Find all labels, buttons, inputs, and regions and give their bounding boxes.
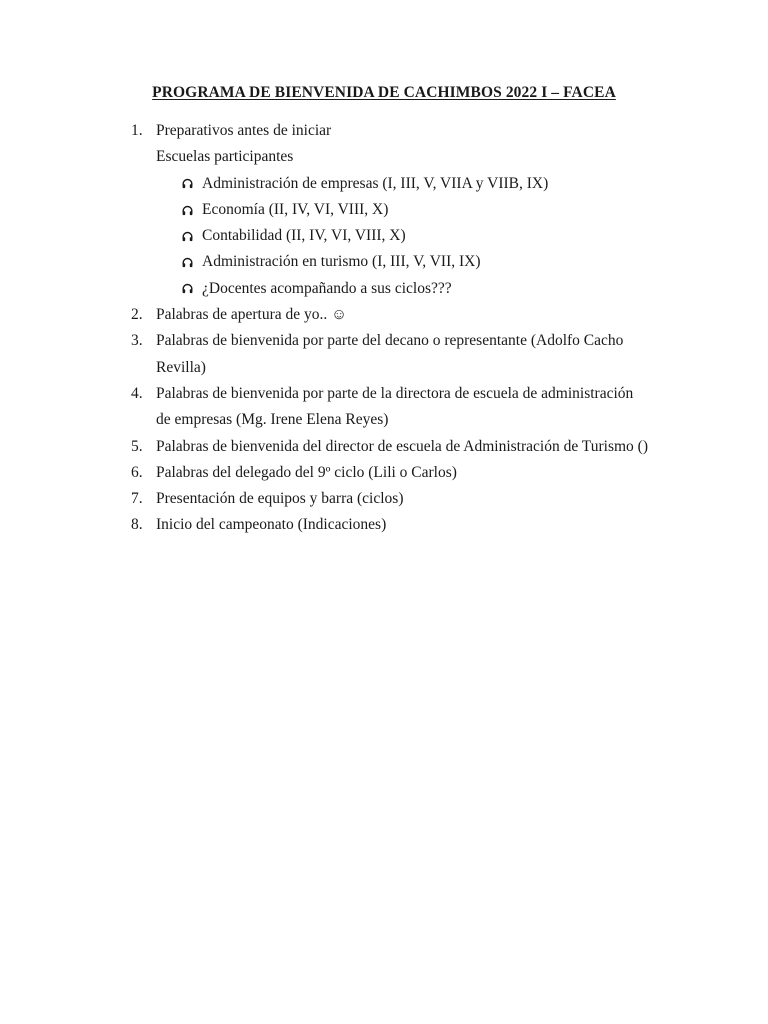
subheading: Escuelas participantes xyxy=(156,148,294,166)
item-text: Palabras de apertura de yo.. ☺ xyxy=(156,306,347,324)
headphones-icon xyxy=(182,283,202,294)
item-text: Presentación de equipos y barra (ciclos) xyxy=(156,490,404,508)
list-item xyxy=(131,486,651,512)
item-number: 1. xyxy=(131,122,143,139)
headphones-icon xyxy=(182,231,202,242)
item-number: 2. xyxy=(131,306,143,324)
list-item xyxy=(131,381,651,434)
schools-list xyxy=(131,171,651,302)
program-list xyxy=(131,118,651,539)
item-text: Palabras de bienvenida del director de escuela de Administración de Turismo () xyxy=(156,437,648,455)
item-text: Palabras de bienvenida por parte del decano o representante (Adolfo Cacho Revilla) xyxy=(156,332,624,376)
headphones-icon xyxy=(182,257,202,268)
item-text: Palabras del delegado del 9º ciclo (Lili o Carlos) xyxy=(156,463,457,481)
bullet-text: Administración en turismo (I, III, V, VII, IX) xyxy=(202,253,481,271)
bullet-text: Administración de empresas (I, III, V, VIIA y VIIB, IX) xyxy=(202,174,549,192)
item-number: 6. xyxy=(131,463,143,481)
item-number: 7. xyxy=(131,490,143,508)
bullet-item xyxy=(182,171,651,197)
list-item xyxy=(131,434,651,460)
item-number: 8. xyxy=(131,516,143,534)
item-number: 3. xyxy=(131,332,143,350)
item-text: Preparativos antes de iniciar xyxy=(156,122,332,139)
list-item xyxy=(131,118,651,144)
page-title: PROGRAMA DE BIENVENIDA DE CACHIMBOS 2022 I – FACEA xyxy=(152,84,616,101)
headphones-icon xyxy=(182,178,202,189)
list-item xyxy=(131,512,651,538)
list-item xyxy=(131,302,651,328)
item-number: 5. xyxy=(131,437,143,455)
list-item xyxy=(131,460,651,486)
headphones-icon xyxy=(182,205,202,216)
bullet-item xyxy=(182,276,651,302)
list-item xyxy=(131,328,651,381)
bullet-item xyxy=(182,197,651,223)
bullet-text: Economía (II, IV, VI, VIII, X) xyxy=(202,200,389,218)
bullet-item xyxy=(182,249,651,275)
bullet-text: Contabilidad (II, IV, VI, VIII, X) xyxy=(202,227,406,245)
item-number: 4. xyxy=(131,384,143,402)
bullet-text: ¿Docentes acompañando a sus ciclos??? xyxy=(202,279,452,297)
item-text: Inicio del campeonato (Indicaciones) xyxy=(156,516,387,534)
item-text: Palabras de bienvenida por parte de la directora de escuela de administración de empresas (Mg. Irene Elena Reyes) xyxy=(156,384,634,429)
bullet-item xyxy=(182,223,651,249)
